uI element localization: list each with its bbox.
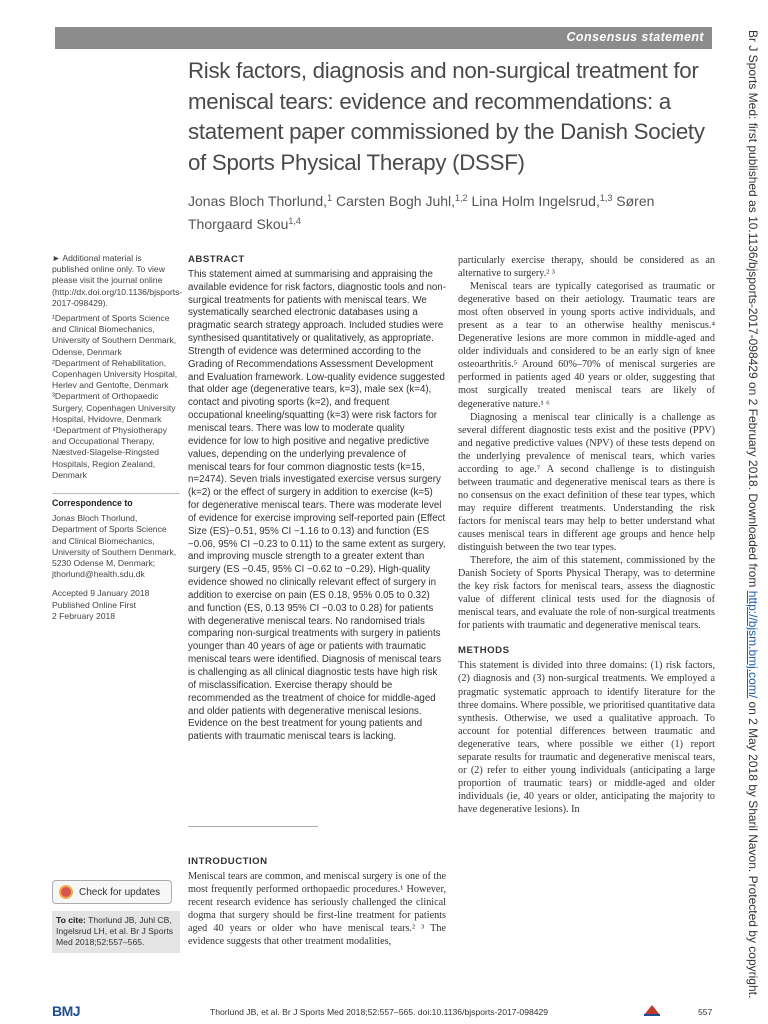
affiliation: ¹Department of Sports Science and Clinical Biomechanics, University of Southern Denmark, Odense, Denmark: [52, 313, 177, 357]
affiliation: ²Department of Rehabilitation, Copenhagen University Hospital, Herlev and Gentofte, Denmark: [52, 357, 178, 391]
affiliations: [52, 313, 180, 481]
paragraph: Diagnosing a meniscal tear clinically is a challenge as several different diagnostic tests exist and the positive (PPV) and negative predictive values (NPV) of these tests depend on the underlying prevalence of meniscal tears, which varies according to age.⁷ A second challenge is to distinguish between traumatic and degenerative meniscal tears as there is no consensus on the exact definition of these tear types, which may require different treatments. Understanding the risk factors for meniscal tears may help to better understand what causes meniscal tears in different age groups and hence help distinguish between the two tear types.: [458, 411, 715, 554]
additional-material-note: ► Additional material is published online only. To view please visit the journal online (http://dx.doi.org/10.1136/bjsports-2017-098429).: [52, 253, 183, 308]
right-column: [458, 254, 715, 816]
article-title: Risk factors, diagnosis and non-surgical treatment for meniscal tears: evidence and recommendations: a statement paper commissioned by the Danish Society of Sports Physical Therapy (DSSF): [188, 58, 705, 175]
author-name: Carsten Bogh Juhl,: [335, 193, 456, 209]
section-header-bar: [55, 27, 712, 49]
affiliation: ⁴Department of Physiotherapy and Occupational Therapy, Næstved-Slagelse-Ringsted Hospitals, Region Zealand, Denmark: [52, 425, 167, 480]
published-online-label: Published Online First: [52, 599, 137, 610]
abstract-heading: ABSTRACT: [188, 254, 245, 265]
correspondence-heading: Correspondence to: [52, 493, 180, 509]
introduction-heading: INTRODUCTION: [188, 856, 268, 867]
bmj-logo: BMJ: [52, 1003, 81, 1019]
journal-link[interactable]: http://bjsm.bmj.com/: [746, 590, 760, 699]
accepted-date: Accepted 9 January 2018: [52, 588, 150, 599]
abstract-divider: [188, 826, 318, 827]
notice-text-end: on 2 May 2018 by Sharil Navon. Protected by copyright.: [746, 698, 760, 999]
author-affiliation-marker: 1,2: [455, 193, 468, 203]
to-cite-label: To cite:: [56, 915, 86, 925]
introduction-section: [188, 855, 446, 948]
paragraph: This statement is divided into three domains: (1) risk factors, (2) diagnosis and (3) non-surgical treatments. We employed a pragmatic systematic approach to identify literature for the three domains. Where possible, we prioritised quantitative data synthesis. Otherwise, we used a qualitative approach. To account for potential differences between traumatic and degenerative tears, where possible we either (1) report separate results for traumatic and degenerative meniscal tears, or (2) refer to either young individuals (anticipating a large proportion of traumatic tears) or middle-aged and older individuals (ie, 40 years or older, anticipating the majority to have degenerative lesions). In: [458, 660, 715, 815]
abstract: [188, 254, 446, 744]
author-affiliation-marker: 1: [327, 193, 333, 203]
bases-logo-icon: [642, 1003, 662, 1017]
published-date: 2 February 2018: [52, 610, 116, 621]
check-for-updates-button[interactable]: [52, 880, 172, 904]
correspondence-text: Jonas Bloch Thorlund, Department of Sports Science and Clinical Biomechanics, University of Southern Denmark, 5230 Odense M, Denmark; jthorlund@health.sdu.dk: [52, 513, 177, 580]
paragraph: Meniscal tears are typically categorised as traumatic or degenerative based on their aetiology. Traumatic tears are most often observed in young sports active individuals, and present as a tear to an otherwise healthy meniscus.⁴ Degenerative lesions are more common in middle-aged and older individuals and considered to be an early sign of knee osteoarthritis.⁵ Around 60%–70% of meniscal surgeries are performed in patients aged 40 years or older, suggesting that most surgically treated meniscal tears are likely of degenerative nature.¹ ⁶: [458, 281, 715, 410]
page-number: 557: [698, 1007, 713, 1017]
author-name: Søren Thorgaard Skou: [188, 193, 655, 232]
to-cite-box: [52, 911, 180, 953]
section-label: Consensus statement: [566, 30, 704, 44]
notice-text: Br J Sports Med: first published as 10.1136/bjsports-2017-098429 on 2 February 2018. Downloaded from: [746, 30, 760, 591]
paragraph: Therefore, the aim of this statement, commissioned by the Danish Society of Sports Physical Therapy, was to determine the key risk factors for meniscal tears, assess the diagnostic value of different clinical tests used for the diagnosis of meniscal tears, and evaluate the role of non-surgical treatments for patients with traumatic and degenerative meniscal tears.: [458, 555, 715, 632]
author-name: Lina Holm Ingelsrud,: [471, 193, 600, 209]
author-name: Jonas Bloch Thorlund,: [188, 193, 328, 209]
sidebar: [52, 253, 183, 622]
paragraph: particularly exercise therapy, should be considered as an alternative to surgery.² ³: [458, 255, 715, 280]
methods-heading: METHODS: [458, 645, 510, 657]
update-badge-icon: [59, 885, 73, 899]
copyright-sidebar: [738, 30, 760, 1000]
author-list: [188, 188, 708, 234]
author-affiliation-marker: 1,3: [599, 193, 613, 203]
author-affiliation-marker: 1,4: [288, 216, 301, 226]
download-notice: [740, 30, 760, 1000]
footer-citation: Thorlund JB, et al. Br J Sports Med 2018;52:557–565. doi:10.1136/bjsports-2017-098429: [210, 1007, 549, 1017]
to-cite-text: Thorlund JB, Juhl CB, Ingelsrud LH, et al. Br J Sports Med 2018;52:557–565.: [56, 915, 174, 947]
article-dates: [52, 588, 180, 622]
affiliation: ³Department of Orthopaedic Surgery, Copenhagen University Hospital, Hvidovre, Denmark: [52, 391, 176, 424]
introduction-text: Meniscal tears are common, and meniscal surgery is one of the most frequently performed orthopaedic procedures.¹ However, recent research evidence has seriously challenged the clinical dogma that surgery should be first-line treatment for patients aged 40 years or older who have meniscal tears.² ³ The evidence suggests that other treatment modalities,: [188, 871, 446, 948]
check-updates-label: Check for updates: [79, 887, 161, 898]
abstract-text: This statement aimed at summarising and appraising the available evidence for risk factors, diagnostic tools and non-surgical treatments for patients with meniscal tears. We systematically searched electronic databases using a pragmatic search strategy approach. Included studies were synthesised quantitatively or qualitatively, as appropriate. Strength of evidence was determined according to the Grading of Recommendations Assessment Development and Evaluation framework. Low-quality evidence suggested that older age (degenerative tears, k=3), male sex (k=4), contact and pivoting sports (k=2), and frequent occupational kneeling/squatting (k=3) were risk factors for meniscal tears. There was low to moderate quality evidence for low to high positive and negative predictive values, depending on the underlying prevalence of meniscal tears for four common diagnostic tests (k=15, n=2474). Seven trials investigated exercise versus surgery (k=2) or the effect of surgery in addition to exercise (k=5) for degenerative meniscal tears. There was moderate level of evidence for exercise improving self-reported pain (Effect Size (ES)−0.51, 95% CI −1.16 to 0.13) and function (ES −0.06, 95% CI −0.23 to 0.11) to the same extent as surgery, and improving muscle strength to a greater extent than surgery (ES −0.45, 95% CI −0.62 to −0.29). High-quality evidence showed no clinically relevant effect of surgery in addition to exercise on pain (ES 0.18, 95% 0.05 to 0.32) and function (ES, 0.13 95% CI −0.03 to 0.28) for patients with degenerative meniscal tears. No randomised trials comparing non-surgical treatments with surgery in patients younger than 40 years of age or patients with traumatic meniscal tears were identified. Diagnosis of meniscal tears is challenging as all clinical diagnostic tests have high risk of misclassification. Exercise therapy should be recommended as the treatment of choice for middle-aged and older patients with degenerative meniscal lesions. Evidence on the best treatment for young patients and patients with traumatic meniscal tears is lacking.: [188, 268, 446, 743]
